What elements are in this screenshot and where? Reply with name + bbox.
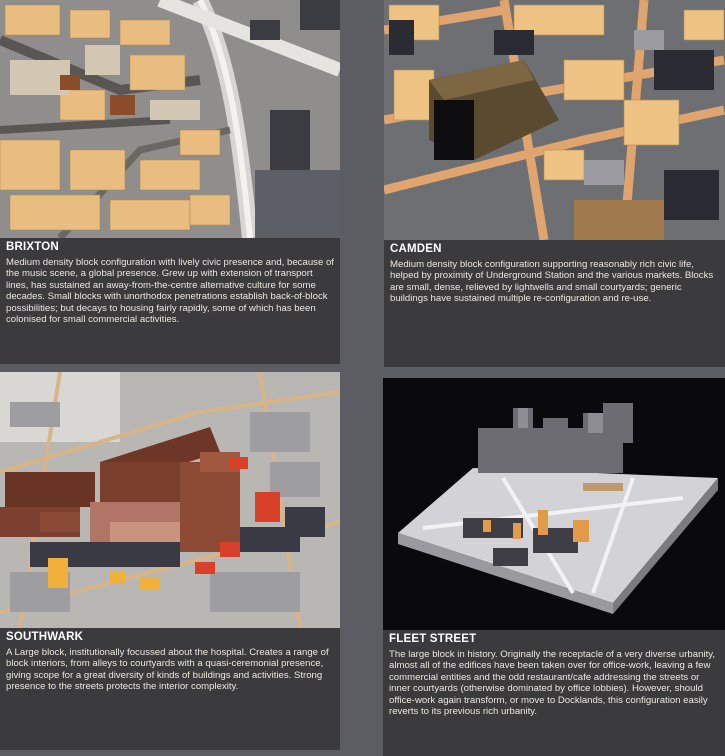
southwark-caption	[0, 628, 340, 750]
brixton-caption	[0, 238, 340, 364]
southwark-title: SOUTHWARK	[6, 631, 84, 643]
fleet-street-caption	[383, 630, 725, 756]
southwark-aerial-image	[0, 372, 340, 628]
fleet-street-description: The large block in history. Originally the receptacle of a very diverse urbanity, almost all of the edifices have been taken over for office-work, leaving a few commercial entities and the odd restaurant/cafe addressing the streets or inner courtyards (otherwise dominated by office lobbies). However, should office-work again transform, or move to Docklands, this configuration easily reverts to its previous rich urbanity.	[389, 649, 715, 718]
camden-title: CAMDEN	[390, 243, 442, 255]
fleet-street-title: FLEET STREET	[389, 633, 477, 645]
fleet-street-aerial-image	[383, 378, 725, 630]
brixton-title: BRIXTON	[6, 241, 59, 253]
brixton-aerial-image	[0, 0, 340, 238]
camden-caption	[384, 240, 725, 367]
southwark-description: A Large block, institutionally focussed about the hospital. Creates a range of block interiors, from alleys to courtyards with a quasi-ceremonial presence, giving scope for a great diversity of kinds of buildings and activities. Strong presence to the streets protects the interior complexity.	[6, 647, 329, 693]
brixton-description: Medium density block configuration with lively civic presence and, because of the music scene, a global presence. Grew up with extension of transport lines, has sustained an away-from-the-centre alternative culture for some decades. Small blocks with unorthodox penetrations establish back-of-block possibilities; but decays to housing fairly rapidly, some of which has been colonised for small commercial activities.	[6, 257, 334, 326]
camden-description: Medium density block configuration supporting reasonably rich civic life, helped by proximity of Underground Station and the various markets. Blocks are small, dense, relieved by lightwells and small courtyards; generic buildings have sustained multiple re-configuration and re-use.	[390, 259, 714, 305]
camden-aerial-image	[384, 0, 725, 240]
